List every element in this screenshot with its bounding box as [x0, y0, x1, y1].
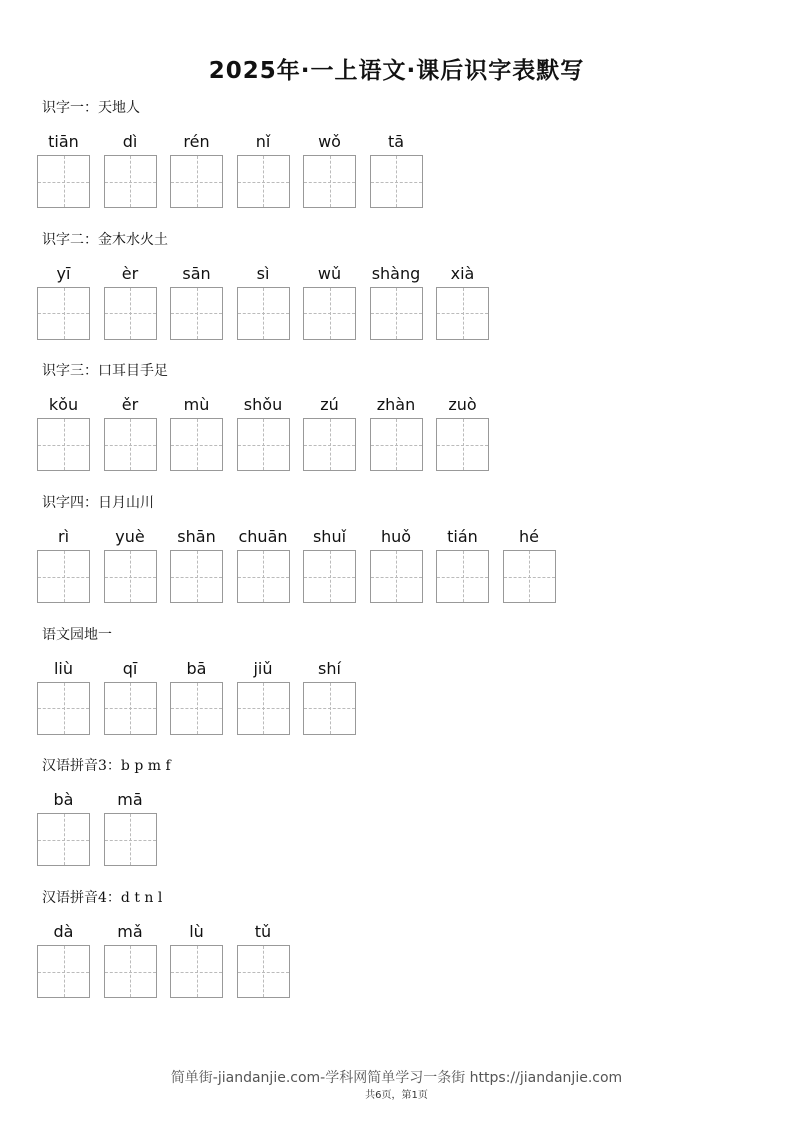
pinyin-label: mā [117, 790, 143, 810]
tianzige-writing-box[interactable] [37, 418, 90, 471]
section [37, 625, 757, 757]
tianzige-writing-box[interactable] [37, 945, 90, 998]
character-cell [303, 132, 356, 208]
pinyin-label: hé [519, 527, 539, 547]
tianzige-writing-box[interactable] [436, 418, 489, 471]
tianzige-writing-box[interactable] [170, 287, 223, 340]
character-cell [237, 922, 290, 998]
tianzige-writing-box[interactable] [303, 155, 356, 208]
tianzige-writing-box[interactable] [37, 287, 90, 340]
character-cell [104, 790, 157, 866]
tianzige-writing-box[interactable] [237, 287, 290, 340]
pinyin-label: chuān [238, 527, 288, 547]
character-cell [237, 264, 290, 340]
character-cell [104, 264, 157, 340]
pinyin-label: nǐ [255, 132, 271, 151]
tianzige-writing-box[interactable] [104, 945, 157, 998]
character-cell [370, 132, 423, 208]
page-number: 共6页，第1页 [365, 1090, 428, 1101]
pinyin-label: èr [121, 263, 139, 283]
writing-row [37, 922, 757, 998]
character-cell [370, 395, 423, 471]
pinyin-label: rén [183, 132, 210, 151]
section-label: 语文园地一 [42, 626, 112, 643]
tianzige-writing-box[interactable] [170, 945, 223, 998]
character-cell [303, 395, 356, 471]
pinyin-label: huǒ [380, 527, 412, 547]
character-cell [170, 132, 223, 208]
pinyin-label: lù [189, 922, 204, 942]
character-cell [237, 659, 290, 735]
pinyin-label: wǒ [318, 132, 341, 151]
tianzige-writing-box[interactable] [37, 682, 90, 735]
pinyin-label: yī [56, 263, 71, 283]
page-title: 2025年·一上语文·课后识字表默写 [208, 58, 585, 84]
pinyin-label: sān [182, 263, 211, 283]
character-cell [37, 132, 90, 208]
pinyin-label: mù [183, 395, 210, 415]
character-cell [104, 922, 157, 998]
section [37, 361, 757, 493]
character-cell [237, 395, 290, 471]
tianzige-writing-box[interactable] [37, 550, 90, 603]
writing-row [37, 132, 757, 208]
tianzige-writing-box[interactable] [303, 287, 356, 340]
pinyin-label: zhàn [376, 395, 416, 415]
character-cell [370, 264, 423, 340]
character-cell [170, 922, 223, 998]
character-cell [436, 527, 489, 603]
character-cell [37, 264, 90, 340]
character-cell [37, 659, 90, 735]
pinyin-label: dà [53, 922, 74, 942]
section-label: 汉语拼音4：d t n l [42, 890, 163, 907]
pinyin-label: tā [387, 132, 405, 151]
pinyin-label: shuǐ [312, 527, 347, 547]
character-cell [303, 659, 356, 735]
character-cell [170, 395, 223, 471]
pinyin-label: tiān [48, 132, 79, 151]
character-cell [503, 527, 556, 603]
character-cell [303, 527, 356, 603]
pinyin-label: liù [53, 658, 74, 678]
section-label: 识字二：金木水火土 [42, 231, 168, 248]
tianzige-writing-box[interactable] [303, 418, 356, 471]
pinyin-label: qī [122, 658, 138, 678]
footer-source: 简单街-jiandanjie.com-学科网简单学习一条街 https://jiandanjie.com [170, 1070, 623, 1086]
section-label: 识字四：日月山川 [42, 495, 154, 512]
section [37, 493, 757, 625]
writing-row [37, 527, 757, 603]
tianzige-writing-box[interactable] [303, 682, 356, 735]
pinyin-label: dì [122, 132, 138, 151]
character-cell [170, 264, 223, 340]
character-cell [37, 527, 90, 603]
tianzige-writing-box[interactable] [237, 550, 290, 603]
tianzige-writing-box[interactable] [104, 287, 157, 340]
section [37, 756, 757, 888]
character-cell [104, 395, 157, 471]
character-cell [436, 264, 489, 340]
section-label: 识字一：天地人 [42, 100, 140, 116]
pinyin-label: zú [320, 395, 339, 415]
writing-row [37, 659, 757, 735]
section [37, 98, 757, 230]
tianzige-writing-box[interactable] [436, 550, 489, 603]
tianzige-writing-box[interactable] [237, 682, 290, 735]
character-cell [104, 659, 157, 735]
pinyin-label: ěr [121, 395, 139, 415]
tianzige-writing-box[interactable] [104, 682, 157, 735]
pinyin-label: yuè [115, 527, 145, 547]
section [37, 888, 757, 1020]
pinyin-label: shàng [371, 263, 421, 283]
character-cell [104, 527, 157, 603]
tianzige-writing-box[interactable] [104, 155, 157, 208]
tianzige-writing-box[interactable] [303, 550, 356, 603]
sections [37, 98, 757, 1020]
pinyin-label: shí [318, 658, 341, 678]
character-cell [237, 132, 290, 208]
section-label: 汉语拼音3：b p m f [42, 758, 171, 775]
pinyin-label: mǎ [117, 922, 143, 942]
character-cell [303, 264, 356, 340]
tianzige-writing-box[interactable] [237, 155, 290, 208]
section [37, 230, 757, 362]
character-cell [37, 395, 90, 471]
pinyin-label: bā [186, 658, 207, 678]
tianzige-writing-box[interactable] [370, 550, 423, 603]
pinyin-label: shān [177, 527, 216, 547]
pinyin-label: wǔ [317, 263, 342, 283]
character-cell [170, 659, 223, 735]
tianzige-writing-box[interactable] [37, 813, 90, 866]
tianzige-writing-box[interactable] [503, 550, 556, 603]
pinyin-label: tián [447, 527, 478, 547]
tianzige-writing-box[interactable] [436, 287, 489, 340]
tianzige-writing-box[interactable] [104, 550, 157, 603]
pinyin-label: kǒu [48, 395, 79, 415]
tianzige-writing-box[interactable] [170, 550, 223, 603]
pinyin-label: sì [256, 263, 270, 283]
tianzige-writing-box[interactable] [370, 287, 423, 340]
tianzige-writing-box[interactable] [370, 155, 423, 208]
tianzige-writing-box[interactable] [170, 682, 223, 735]
pinyin-label: zuò [448, 395, 477, 415]
tianzige-writing-box[interactable] [104, 418, 157, 471]
character-cell [37, 790, 90, 866]
section-label: 识字三：口耳目手足 [42, 363, 168, 380]
pinyin-label: xià [450, 263, 475, 283]
pinyin-label: jiǔ [253, 658, 273, 678]
character-cell [37, 922, 90, 998]
writing-row [37, 790, 757, 866]
tianzige-writing-box[interactable] [170, 155, 223, 208]
character-cell [436, 395, 489, 471]
pinyin-label: tǔ [254, 922, 272, 942]
writing-row [37, 395, 757, 471]
character-cell [170, 527, 223, 603]
character-cell [370, 527, 423, 603]
tianzige-writing-box[interactable] [170, 418, 223, 471]
tianzige-writing-box[interactable] [237, 945, 290, 998]
tianzige-writing-box[interactable] [237, 418, 290, 471]
pinyin-label: rì [57, 527, 70, 547]
tianzige-writing-box[interactable] [37, 155, 90, 208]
tianzige-writing-box[interactable] [104, 813, 157, 866]
character-cell [237, 527, 290, 603]
pinyin-label: bà [53, 790, 74, 810]
tianzige-writing-box[interactable] [370, 418, 423, 471]
character-cell [104, 132, 157, 208]
writing-row [37, 264, 757, 340]
pinyin-label: shǒu [243, 395, 283, 415]
